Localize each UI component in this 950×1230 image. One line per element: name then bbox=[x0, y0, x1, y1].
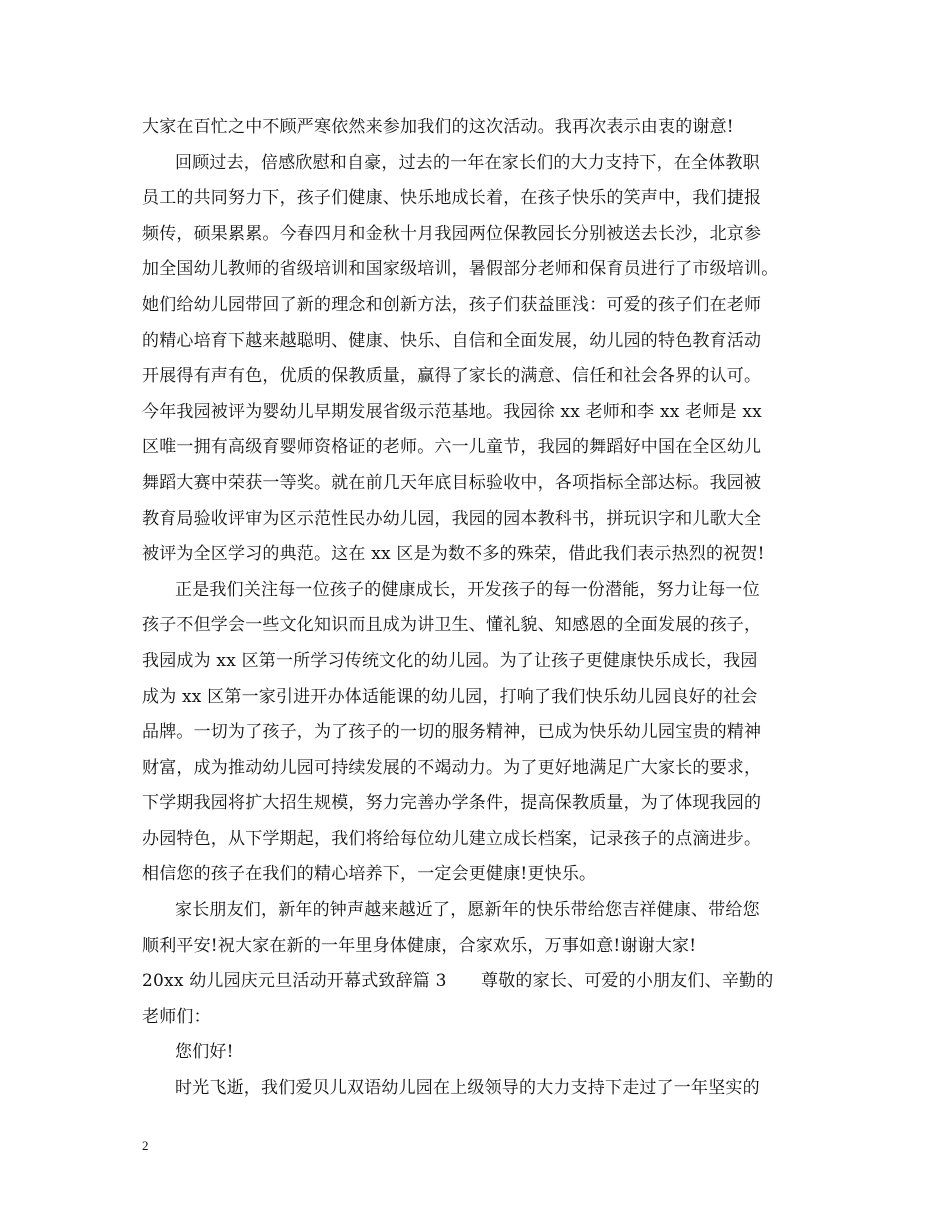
text-line: 老师们： bbox=[142, 1006, 211, 1027]
text-line: 品牌。一切为了孩子，为了孩子的一切的服务精神，已成为快乐幼儿园宝贵的精神 bbox=[142, 722, 762, 743]
text-line: 加全国幼儿教师的省级培训和国家级培训，暑假部分老师和保育员进行了市级培训。 bbox=[142, 259, 779, 280]
text-line: 开展得有声有色，优质的保教质量，赢得了家长的满意、信任和社会各界的认可。 bbox=[142, 366, 762, 387]
text-line: 孩子不但学会一些文化知识而且成为讲卫生、懂礼貌、知感恩的全面发展的孩子， bbox=[142, 615, 762, 636]
text-line: 被评为全区学习的典范。这在 xx 区是为数不多的殊荣，借此我们表示热烈的祝贺! bbox=[142, 544, 765, 565]
text-line: 频传，硕果累累。今春四月和金秋十月我园两位保教园长分别被送去长沙，北京参 bbox=[142, 223, 762, 244]
text-line: 舞蹈大赛中荣获一等奖。就在前几天年底目标验收中，各项指标全部达标。我园被 bbox=[142, 472, 762, 493]
text-line: 的精心培育下越来越聪明、健康、快乐、自信和全面发展，幼儿园的特色教育活动 bbox=[142, 330, 762, 351]
document-body bbox=[142, 110, 814, 1107]
text-line: 顺利平安!祝大家在新的一年里身体健康，合家欢乐，万事如意!谢谢大家! bbox=[142, 935, 697, 956]
section-heading-line: 20xx 幼儿园庆元旦活动开幕式致辞篇 3 尊敬的家长、可爱的小朋友们、辛勤的 bbox=[142, 971, 774, 992]
text-line: 区唯一拥有高级育婴师资格证的老师。六一儿童节，我园的舞蹈好中国在全区幼儿 bbox=[142, 437, 762, 458]
text-line: 回顾过去，倍感欣慰和自豪，过去的一年在家长们的大力支持下，在全体教职 bbox=[175, 152, 760, 173]
page-number: 2 bbox=[142, 1138, 149, 1153]
text-line: 办园特色，从下学期起，我们将给每位幼儿建立成长档案，记录孩子的点滴进步。 bbox=[142, 828, 762, 849]
text-line: 她们给幼儿园带回了新的理念和创新方法，孩子们获益匪浅：可爱的孩子们在老师 bbox=[142, 294, 762, 315]
text-line: 财富，成为推动幼儿园可持续发展的不竭动力。为了更好地满足广大家长的要求， bbox=[142, 757, 762, 778]
text-line: 教育局验收评审为区示范性民办幼儿园，我园的园本教科书，拼玩识字和儿歌大全 bbox=[142, 508, 762, 529]
text-line: 时光飞逝，我们爱贝儿双语幼儿园在上级领导的大力支持下走过了一年坚实的 bbox=[175, 1078, 760, 1099]
text-line: 下学期我园将扩大招生规模，努力完善办学条件，提高保教质量，为了体现我园的 bbox=[142, 793, 762, 814]
text-line: 大家在百忙之中不顾严寒依然来参加我们的这次活动。我再次表示由衷的谢意! bbox=[142, 117, 734, 137]
text-line: 今年我园被评为婴幼儿早期发展省级示范基地。我园徐 xx 老师和李 xx 老师是 xx bbox=[142, 401, 762, 422]
text-line: 我园成为 xx 区第一所学习传统文化的幼儿园。为了让孩子更健康快乐成长，我园 bbox=[142, 650, 758, 671]
text-line: 员工的共同努力下，孩子们健康、快乐地成长着，在孩子快乐的笑声中，我们捷报 bbox=[142, 188, 762, 209]
text-line: 相信您的孩子在我们的精心培养下，一定会更健康!更快乐。 bbox=[142, 864, 597, 885]
greeting-line: 您们好! bbox=[175, 1042, 234, 1063]
text-line: 成为 xx 区第一家引进开办体适能课的幼儿园，打响了我们快乐幼儿园良好的社会 bbox=[142, 686, 758, 707]
text-line: 正是我们关注每一位孩子的健康成长，开发孩子的每一份潜能，努力让每一位 bbox=[175, 579, 760, 600]
text-line: 家长朋友们，新年的钟声越来越近了，愿新年的快乐带给您吉祥健康、带给您 bbox=[175, 900, 760, 921]
